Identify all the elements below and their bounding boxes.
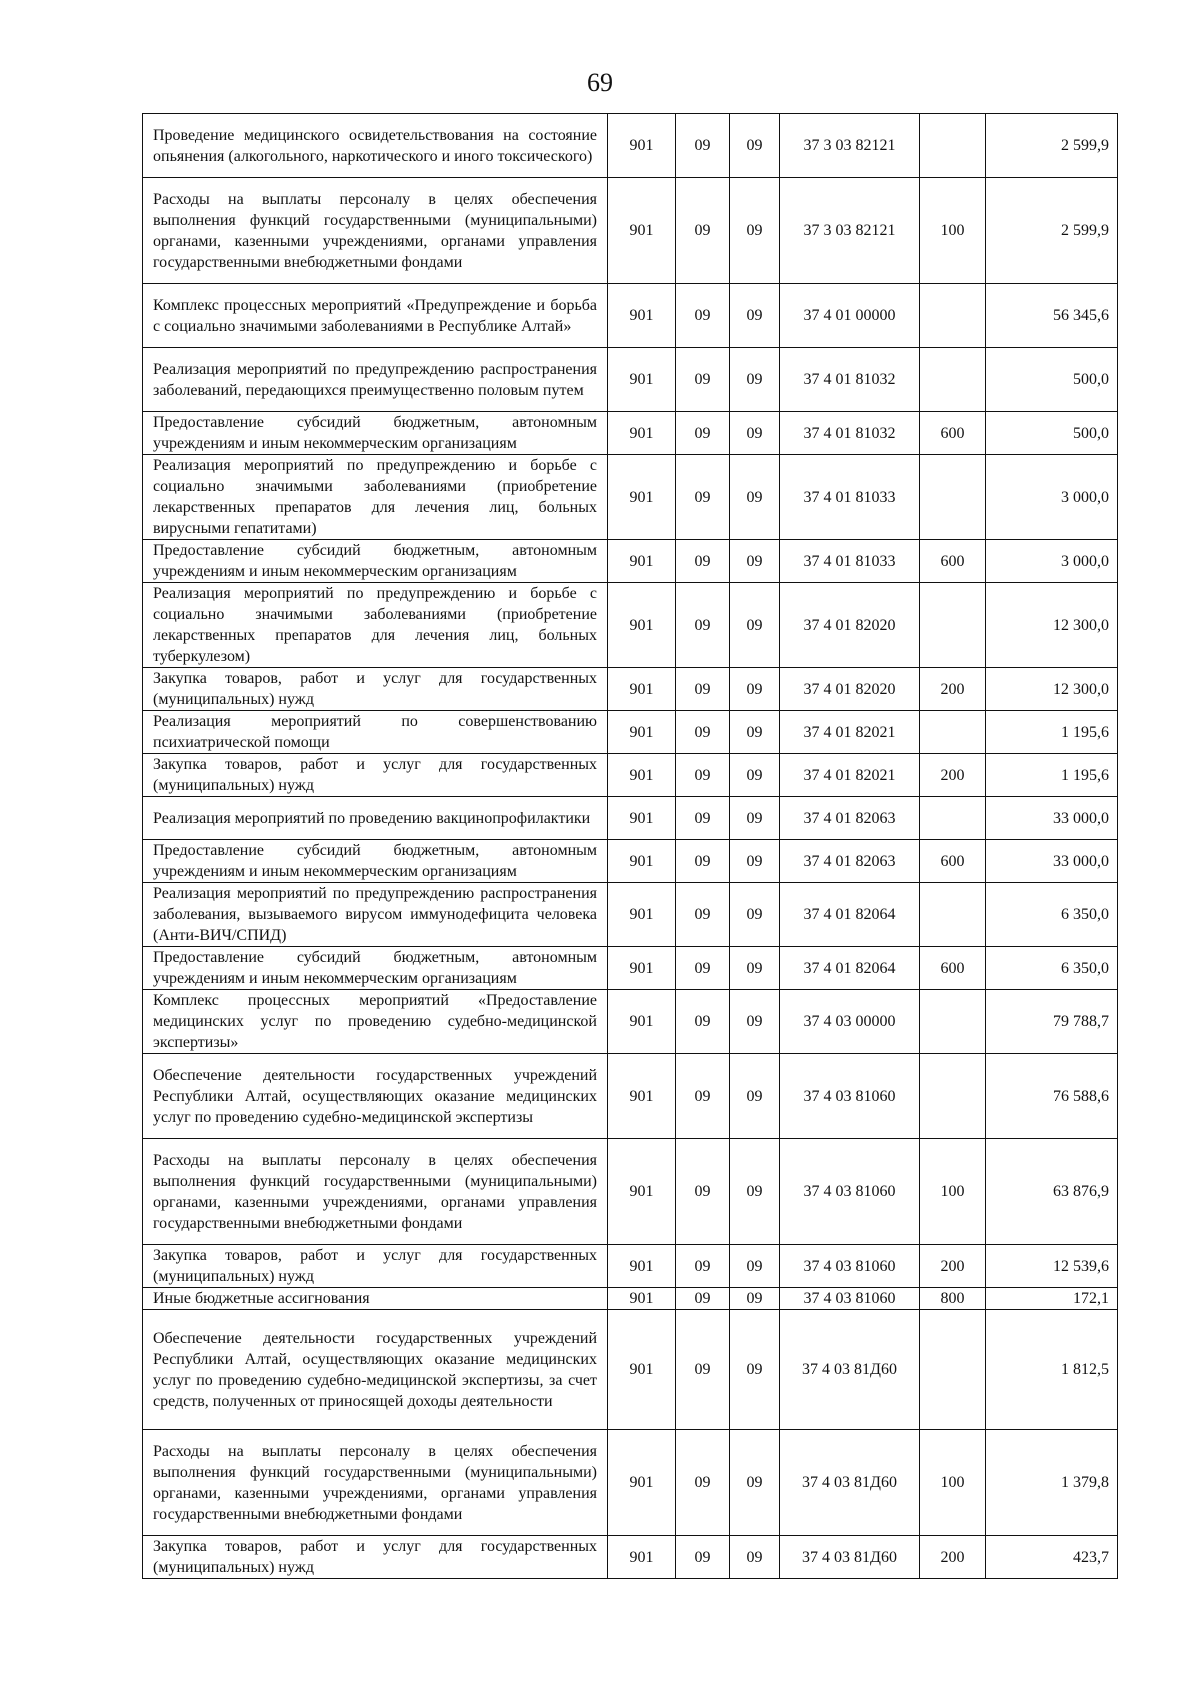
expense-name-cell: Реализация мероприятий по предупреждению и борьбе с социально значимыми заболеваниями (приобретение лекарственных препаратов для лечения лиц, больных туберкулезом) xyxy=(143,583,608,668)
amount-cell: 12 539,6 xyxy=(986,1245,1118,1288)
amount-cell: 76 588,6 xyxy=(986,1054,1118,1139)
target-article-cell: 37 3 03 82121 xyxy=(780,114,920,178)
section-cell: 09 xyxy=(676,668,730,711)
subsection-cell: 09 xyxy=(730,348,780,412)
budget-table xyxy=(142,113,1118,1579)
subsection-cell: 09 xyxy=(730,540,780,583)
section-cell: 09 xyxy=(676,990,730,1054)
table-row xyxy=(143,1139,1118,1245)
table-row xyxy=(143,1536,1118,1579)
subsection-cell: 09 xyxy=(730,883,780,947)
admin-code-cell: 901 xyxy=(608,711,676,754)
target-article-cell: 37 4 03 81060 xyxy=(780,1245,920,1288)
table-row xyxy=(143,114,1118,178)
admin-code-cell: 901 xyxy=(608,883,676,947)
expense-type-cell xyxy=(920,583,986,668)
expense-name-cell: Расходы на выплаты персоналу в целях обеспечения выполнения функций государственными (муниципальными) органами, казенными учреждениями, органами управления государственными внебюджетными фондами xyxy=(143,1139,608,1245)
section-cell: 09 xyxy=(676,1245,730,1288)
table-row xyxy=(143,178,1118,284)
amount-cell: 2 599,9 xyxy=(986,178,1118,284)
subsection-cell: 09 xyxy=(730,990,780,1054)
expense-name-cell: Комплекс процессных мероприятий «Предоставление медицинских услуг по проведению судебно-медицинской экспертизы» xyxy=(143,990,608,1054)
table-row xyxy=(143,1054,1118,1139)
table-row xyxy=(143,990,1118,1054)
admin-code-cell: 901 xyxy=(608,947,676,990)
amount-cell: 3 000,0 xyxy=(986,540,1118,583)
expense-type-cell: 200 xyxy=(920,1536,986,1579)
table-body xyxy=(143,114,1118,1579)
amount-cell: 56 345,6 xyxy=(986,284,1118,348)
section-cell: 09 xyxy=(676,1054,730,1139)
section-cell: 09 xyxy=(676,1288,730,1310)
expense-name-cell: Реализация мероприятий по предупреждению и борьбе с социально значимыми заболеваниями (приобретение лекарственных препаратов для лечения лиц, больных вирусными гепатитами) xyxy=(143,455,608,540)
admin-code-cell: 901 xyxy=(608,1288,676,1310)
expense-name-cell: Реализация мероприятий по предупреждению распространения заболеваний, передающихся преимущественно половым путем xyxy=(143,348,608,412)
expense-type-cell xyxy=(920,1054,986,1139)
target-article-cell: 37 4 03 81060 xyxy=(780,1054,920,1139)
expense-name-cell: Закупка товаров, работ и услуг для государственных (муниципальных) нужд xyxy=(143,668,608,711)
amount-cell: 172,1 xyxy=(986,1288,1118,1310)
table-row xyxy=(143,883,1118,947)
admin-code-cell: 901 xyxy=(608,1245,676,1288)
expense-type-cell: 600 xyxy=(920,840,986,883)
expense-name-cell: Закупка товаров, работ и услуг для государственных (муниципальных) нужд xyxy=(143,1245,608,1288)
expense-type-cell: 600 xyxy=(920,412,986,455)
amount-cell: 6 350,0 xyxy=(986,947,1118,990)
table-row xyxy=(143,1288,1118,1310)
amount-cell: 1 379,8 xyxy=(986,1430,1118,1536)
target-article-cell: 37 4 03 81Д60 xyxy=(780,1536,920,1579)
table-row xyxy=(143,1310,1118,1430)
expense-name-cell: Предоставление субсидий бюджетным, автономным учреждениям и иным некоммерческим организациям xyxy=(143,947,608,990)
subsection-cell: 09 xyxy=(730,947,780,990)
page-number: 69 xyxy=(587,68,613,97)
table-row xyxy=(143,1245,1118,1288)
table-row xyxy=(143,583,1118,668)
expense-name-cell: Расходы на выплаты персоналу в целях обеспечения выполнения функций государственными (муниципальными) органами, казенными учреждениями, органами управления государственными внебюджетными фондами xyxy=(143,1430,608,1536)
expense-type-cell xyxy=(920,990,986,1054)
subsection-cell: 09 xyxy=(730,1310,780,1430)
expense-name-cell: Закупка товаров, работ и услуг для государственных (муниципальных) нужд xyxy=(143,1536,608,1579)
target-article-cell: 37 4 01 82021 xyxy=(780,754,920,797)
section-cell: 09 xyxy=(676,1536,730,1579)
section-cell: 09 xyxy=(676,284,730,348)
amount-cell: 1 195,6 xyxy=(986,754,1118,797)
admin-code-cell: 901 xyxy=(608,178,676,284)
expense-type-cell: 100 xyxy=(920,178,986,284)
section-cell: 09 xyxy=(676,583,730,668)
target-article-cell: 37 4 03 81Д60 xyxy=(780,1310,920,1430)
subsection-cell: 09 xyxy=(730,1288,780,1310)
subsection-cell: 09 xyxy=(730,412,780,455)
section-cell: 09 xyxy=(676,455,730,540)
section-cell: 09 xyxy=(676,754,730,797)
target-article-cell: 37 4 01 82064 xyxy=(780,947,920,990)
amount-cell: 500,0 xyxy=(986,348,1118,412)
admin-code-cell: 901 xyxy=(608,114,676,178)
admin-code-cell: 901 xyxy=(608,1054,676,1139)
subsection-cell: 09 xyxy=(730,668,780,711)
target-article-cell: 37 4 01 00000 xyxy=(780,284,920,348)
section-cell: 09 xyxy=(676,1139,730,1245)
expense-name-cell: Проведение медицинского освидетельствования на состояние опьянения (алкогольного, наркотического и иного токсического) xyxy=(143,114,608,178)
subsection-cell: 09 xyxy=(730,1430,780,1536)
admin-code-cell: 901 xyxy=(608,668,676,711)
section-cell: 09 xyxy=(676,797,730,840)
target-article-cell: 37 4 01 82063 xyxy=(780,840,920,883)
table-row xyxy=(143,1430,1118,1536)
subsection-cell: 09 xyxy=(730,1536,780,1579)
table-row xyxy=(143,711,1118,754)
amount-cell: 79 788,7 xyxy=(986,990,1118,1054)
target-article-cell: 37 4 01 82021 xyxy=(780,711,920,754)
expense-type-cell xyxy=(920,455,986,540)
amount-cell: 12 300,0 xyxy=(986,583,1118,668)
subsection-cell: 09 xyxy=(730,754,780,797)
expense-type-cell: 100 xyxy=(920,1139,986,1245)
expense-name-cell: Предоставление субсидий бюджетным, автономным учреждениям и иным некоммерческим организациям xyxy=(143,540,608,583)
subsection-cell: 09 xyxy=(730,840,780,883)
section-cell: 09 xyxy=(676,1310,730,1430)
expense-type-cell: 200 xyxy=(920,754,986,797)
subsection-cell: 09 xyxy=(730,114,780,178)
amount-cell: 12 300,0 xyxy=(986,668,1118,711)
expense-type-cell: 600 xyxy=(920,947,986,990)
amount-cell: 2 599,9 xyxy=(986,114,1118,178)
expense-name-cell: Иные бюджетные ассигнования xyxy=(143,1288,608,1310)
admin-code-cell: 901 xyxy=(608,455,676,540)
amount-cell: 33 000,0 xyxy=(986,797,1118,840)
table-row xyxy=(143,540,1118,583)
admin-code-cell: 901 xyxy=(608,284,676,348)
amount-cell: 423,7 xyxy=(986,1536,1118,1579)
subsection-cell: 09 xyxy=(730,284,780,348)
expense-type-cell xyxy=(920,348,986,412)
subsection-cell: 09 xyxy=(730,1139,780,1245)
expense-name-cell: Реализация мероприятий по предупреждению распространения заболевания, вызываемого вирусом иммунодефицита человека (Анти-ВИЧ/СПИД) xyxy=(143,883,608,947)
amount-cell: 33 000,0 xyxy=(986,840,1118,883)
expense-type-cell: 200 xyxy=(920,1245,986,1288)
section-cell: 09 xyxy=(676,1430,730,1536)
table-row xyxy=(143,455,1118,540)
target-article-cell: 37 4 01 81033 xyxy=(780,540,920,583)
amount-cell: 63 876,9 xyxy=(986,1139,1118,1245)
subsection-cell: 09 xyxy=(730,1245,780,1288)
target-article-cell: 37 4 03 00000 xyxy=(780,990,920,1054)
expense-name-cell: Обеспечение деятельности государственных учреждений Республики Алтай, осуществляющих оказание медицинских услуг по проведению судебно-медицинской экспертизы, за счет средств, полученных от приносящей доходы деятельности xyxy=(143,1310,608,1430)
expense-name-cell: Реализация мероприятий по проведению вакцинопрофилактики xyxy=(143,797,608,840)
admin-code-cell: 901 xyxy=(608,797,676,840)
subsection-cell: 09 xyxy=(730,178,780,284)
admin-code-cell: 901 xyxy=(608,1536,676,1579)
amount-cell: 6 350,0 xyxy=(986,883,1118,947)
table-row xyxy=(143,348,1118,412)
admin-code-cell: 901 xyxy=(608,583,676,668)
expense-name-cell: Обеспечение деятельности государственных учреждений Республики Алтай, осуществляющих оказание медицинских услуг по проведению судебно-медицинской экспертизы xyxy=(143,1054,608,1139)
section-cell: 09 xyxy=(676,711,730,754)
expense-type-cell: 200 xyxy=(920,668,986,711)
expense-type-cell xyxy=(920,711,986,754)
admin-code-cell: 901 xyxy=(608,348,676,412)
admin-code-cell: 901 xyxy=(608,840,676,883)
subsection-cell: 09 xyxy=(730,797,780,840)
admin-code-cell: 901 xyxy=(608,1310,676,1430)
admin-code-cell: 901 xyxy=(608,990,676,1054)
admin-code-cell: 901 xyxy=(608,754,676,797)
target-article-cell: 37 4 03 81060 xyxy=(780,1288,920,1310)
amount-cell: 500,0 xyxy=(986,412,1118,455)
admin-code-cell: 901 xyxy=(608,1430,676,1536)
table-row xyxy=(143,797,1118,840)
subsection-cell: 09 xyxy=(730,583,780,668)
target-article-cell: 37 4 01 81033 xyxy=(780,455,920,540)
admin-code-cell: 901 xyxy=(608,540,676,583)
target-article-cell: 37 4 01 82064 xyxy=(780,883,920,947)
expense-type-cell xyxy=(920,1310,986,1430)
table-row xyxy=(143,284,1118,348)
expense-name-cell: Реализация мероприятий по совершенствованию психиатрической помощи xyxy=(143,711,608,754)
table-row xyxy=(143,668,1118,711)
section-cell: 09 xyxy=(676,412,730,455)
section-cell: 09 xyxy=(676,883,730,947)
section-cell: 09 xyxy=(676,178,730,284)
amount-cell: 1 195,6 xyxy=(986,711,1118,754)
expense-type-cell xyxy=(920,114,986,178)
expense-type-cell xyxy=(920,797,986,840)
target-article-cell: 37 3 03 82121 xyxy=(780,178,920,284)
subsection-cell: 09 xyxy=(730,1054,780,1139)
expense-type-cell: 600 xyxy=(920,540,986,583)
expense-type-cell: 100 xyxy=(920,1430,986,1536)
target-article-cell: 37 4 03 81Д60 xyxy=(780,1430,920,1536)
table-row xyxy=(143,754,1118,797)
section-cell: 09 xyxy=(676,540,730,583)
amount-cell: 3 000,0 xyxy=(986,455,1118,540)
subsection-cell: 09 xyxy=(730,455,780,540)
expense-type-cell xyxy=(920,883,986,947)
section-cell: 09 xyxy=(676,348,730,412)
expense-type-cell xyxy=(920,284,986,348)
expense-type-cell: 800 xyxy=(920,1288,986,1310)
expense-name-cell: Расходы на выплаты персоналу в целях обеспечения выполнения функций государственными (муниципальными) органами, казенными учреждениями, органами управления государственными внебюджетными фондами xyxy=(143,178,608,284)
amount-cell: 1 812,5 xyxy=(986,1310,1118,1430)
table-row xyxy=(143,947,1118,990)
expense-name-cell: Закупка товаров, работ и услуг для государственных (муниципальных) нужд xyxy=(143,754,608,797)
expense-name-cell: Предоставление субсидий бюджетным, автономным учреждениям и иным некоммерческим организациям xyxy=(143,840,608,883)
target-article-cell: 37 4 01 82063 xyxy=(780,797,920,840)
target-article-cell: 37 4 03 81060 xyxy=(780,1139,920,1245)
target-article-cell: 37 4 01 82020 xyxy=(780,668,920,711)
target-article-cell: 37 4 01 82020 xyxy=(780,583,920,668)
section-cell: 09 xyxy=(676,114,730,178)
target-article-cell: 37 4 01 81032 xyxy=(780,348,920,412)
subsection-cell: 09 xyxy=(730,711,780,754)
target-article-cell: 37 4 01 81032 xyxy=(780,412,920,455)
expense-name-cell: Предоставление субсидий бюджетным, автономным учреждениям и иным некоммерческим организациям xyxy=(143,412,608,455)
table-row xyxy=(143,412,1118,455)
section-cell: 09 xyxy=(676,947,730,990)
expense-name-cell: Комплекс процессных мероприятий «Предупреждение и борьба с социально значимыми заболеваниями в Республике Алтай» xyxy=(143,284,608,348)
admin-code-cell: 901 xyxy=(608,412,676,455)
admin-code-cell: 901 xyxy=(608,1139,676,1245)
section-cell: 09 xyxy=(676,840,730,883)
table-row xyxy=(143,840,1118,883)
